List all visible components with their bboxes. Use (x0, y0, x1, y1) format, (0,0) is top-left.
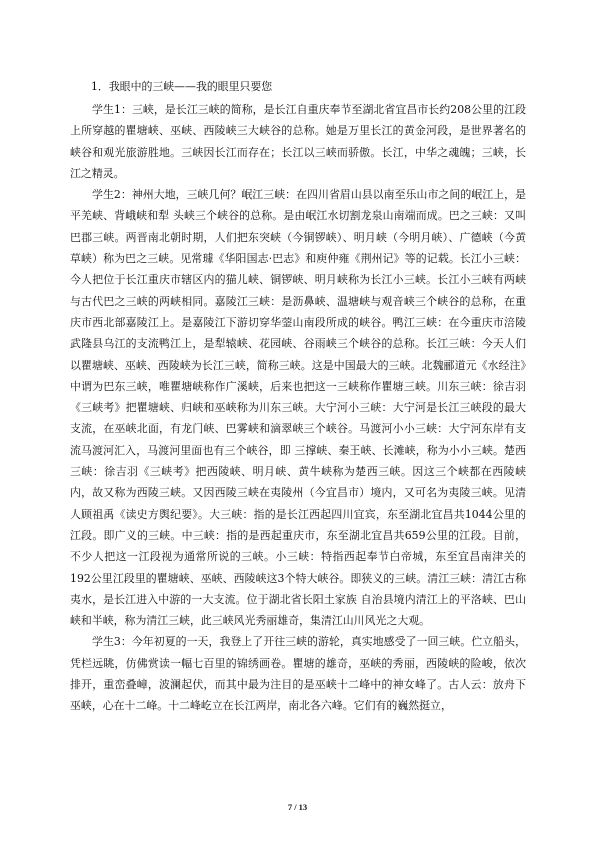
document-body (70, 76, 526, 717)
paragraph-student-1: 学生1：三峡，是长江三峡的简称，是长江自重庆奉节至湖北省宜昌市长约208公里的江段上所穿越的瞿塘峡、巫峡、西陵峡三大峡谷的总称。她是万里长江的黄金河段，是世界著名的峡谷和观光旅游胜地。三峡因长江而存在；长江以三峡而骄傲。长江，中华之魂魄；三峡，长江之精灵。 (70, 102, 526, 180)
paragraph-student-2: 学生2：神州大地，三峡几何？岷江三峡：在四川省眉山县以南至乐山市之间的岷江上，是平羌峡、背峨峡和犁 头峡三个峡谷的总称。是由岷江水切割龙泉山南端而成。巴之三峡：又叫巴郡三峡。两晋南北朝时期，人们把东突峡（今铜锣峡）、明月峡（今明月峡）、广德峡（今黄草峡）称为巴之三峡。见常璩《华阳国志·巴志》和庾仲雍《荆州记》等的记载。长江小三峡：今人把位于长江重庆市辖区内的猫儿峡、铜锣峡、明月峡称为长江小三峡。长江小三峡有两峡与古代巴之三峡的两峡相同。嘉陵江三峡：是沥鼻峡、温塘峡与观音峡三个峡谷的总称，在重庆市西北部嘉陵江上。是嘉陵江下游切穿华蓥山南段所成的峡谷。鸭江三峡：在今重庆市涪陵武隆县乌江的支流鸭江上，是犁辕峡、花园峡、谷雨峡三个峡谷的总称。长江三峡：今天人们以瞿塘峡、巫峡、西陵峡为长江三峡，简称三峡。这是中国最大的三峡。北魏郦道元《水经注》中谓为巴东三峡，唯瞿塘峡称作广溪峡，后来也把这一三峡称作瞿塘三峡。川东三峡：徐吉羽《三峡考》把瞿塘峡、归峡和巫峡称为川东三峡。大宁河小三峡：大宁河是长江三峡段的最大支流，在巫峡北面，有龙门峡、巴雾峡和滴翠峡三个峡谷。马渡河小小三峡：大宁河东岸有支流马渡河汇入，马渡河里面也有三个峡谷，即 三撑峡、秦王峡、长滩峡，称为小小三峡。楚西三峡：徐吉羽《三峡考》把西陵峡、明月峡、黄牛峡称为楚西三峡。因这三个峡都在西陵峡内，故又称为西陵三峡。又因西陵三峡在夷陵州（今宜昌市）境内，又可名为夷陵三峡。见清人顾祖禹《读史方舆纪要》。大三峡：指的是长江西起四川宜宾，东至湖北宜昌共1044公里的江段。即广义的三峡。中三峡：指的是西起重庆市，东至湖北宜昌共659公里的江段。目前，不少人把这一江段视为通常所说的三峡。小三峡：特指西起奉节白帝城，东至宜昌南津关的192公里江段里的瞿塘峡、巫峡、西陵峡这3个特大峡谷。即狭义的三峡。清江三峡：清江古称夷水，是长江进入中游的一大支流。位于湖北省长阳土家族 自治县境内清江上的平洛峡、巴山峡和半峡，称为清江三峡，此三峡风光秀丽雄奇，集清江山川风光之大观。 (70, 188, 526, 628)
section-heading: 1．我眼中的三峡——我的眼里只要您 (91, 80, 273, 93)
page-number: 7 / 13 (287, 802, 308, 812)
paragraph-student-3: 学生3：今年初夏的一天，我登上了开往三峡的游轮，真实地感受了一回三峡。伫立船头，凭栏远眺，仿佛赏读一幅七百里的锦绣画卷。瞿塘的雄奇，巫峡的秀丽，西陵峡的险峻，依次排开，重峦叠嶂，波澜起伏，而其中最为注目的是巫峡十二峰中的神女峰了。古人云：放舟下巫峡，心在十二峰。十二峰屹立在长江两岸，南北各六峰。它们有的巍然挺立， (70, 635, 526, 713)
